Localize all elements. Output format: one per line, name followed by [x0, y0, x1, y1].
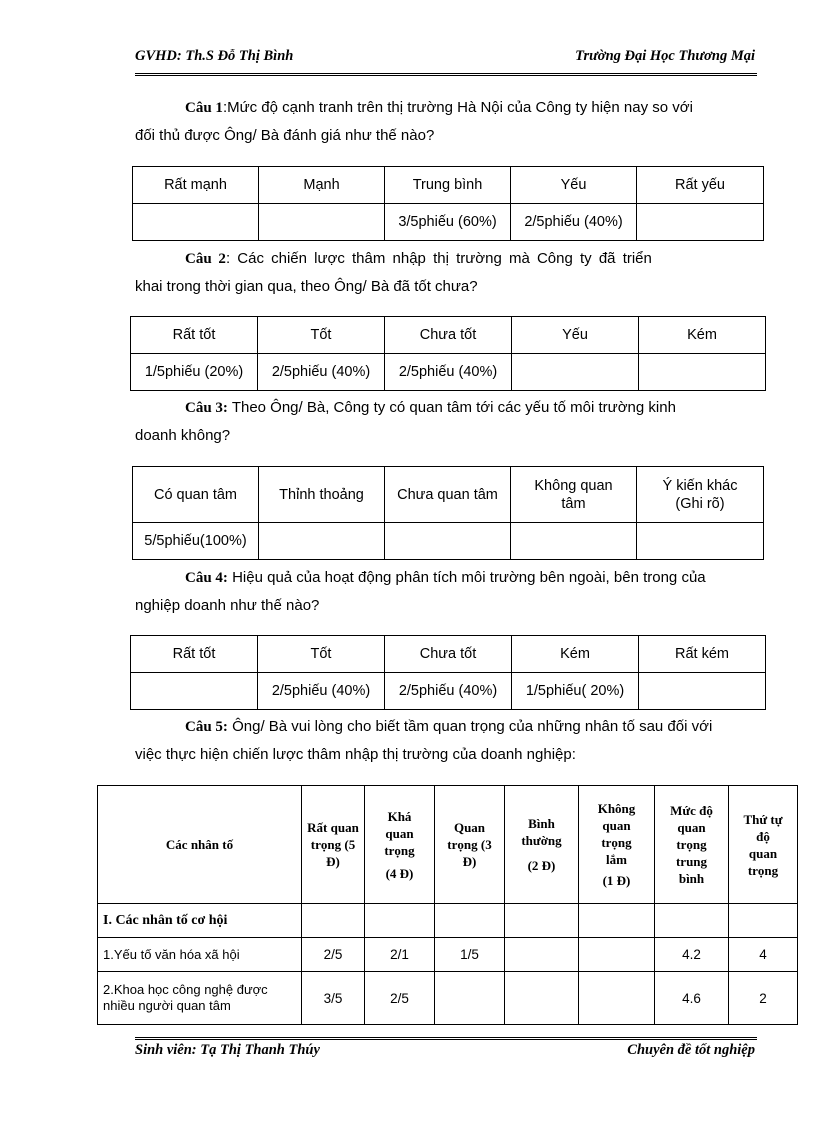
page-header	[135, 48, 755, 72]
q3-header-cell: Ý kiến khác (Ghi rõ)	[637, 467, 764, 523]
q5-text-2: việc thực hiện chiến lược thâm nhập thị trường của doanh nghiệp:	[135, 746, 576, 763]
header-university: Trường Đại Học Thương Mại	[575, 48, 755, 64]
q4-value-cell: 1/5phiếu( 20%)	[512, 673, 639, 710]
q3-label: Câu 3:	[185, 400, 228, 416]
q4-label: Câu 4:	[185, 570, 228, 586]
footer-rule	[135, 1037, 757, 1040]
q5-cell-5pt: 3/5	[302, 972, 365, 1025]
q5-col-rank: Thứ tự độ quan trọng	[729, 786, 798, 904]
q2-header-cell: Rất tốt	[131, 317, 258, 354]
q5-col-very-important: Rất quan trọng (5 Đ)	[302, 786, 365, 904]
q2-header-cell: Yếu	[512, 317, 639, 354]
q4-header-cell: Rất kém	[639, 636, 766, 673]
question-2	[135, 245, 757, 301]
q2-table	[130, 316, 766, 391]
q1-header-cell: Trung bình	[385, 167, 511, 204]
q5-col-normal	[505, 786, 579, 904]
q2-header-cell: Kém	[639, 317, 766, 354]
footer-thesis-type: Chuyên đề tốt nghiệp	[627, 1042, 755, 1058]
q5-cell-rank: 4	[729, 938, 798, 972]
q3-header-cell: Có quan tâm	[133, 467, 259, 523]
q5-cell-1pt	[579, 938, 655, 972]
q2-label: Câu 2	[185, 251, 226, 267]
q3-value-cell	[259, 523, 385, 560]
q2-header-cell: Tốt	[258, 317, 385, 354]
question-5	[135, 713, 757, 769]
q5-col-normal-label: Bình thường	[521, 816, 562, 848]
q5-cell-1pt	[579, 972, 655, 1025]
q2-value-cell	[512, 354, 639, 391]
q2-value-cell: 2/5phiếu (40%)	[258, 354, 385, 391]
q3-value-cell	[385, 523, 511, 560]
q5-empty-cell	[435, 904, 505, 938]
q5-col-normal-pts: (2 Đ)	[527, 858, 556, 873]
q5-col-quite-important	[365, 786, 435, 904]
q1-text-1: :Mức độ cạnh tranh trên thị trường Hà Nội của Công ty hiện nay so với	[222, 99, 693, 116]
table-row	[98, 972, 798, 1025]
q5-cell-average: 4.2	[655, 938, 729, 972]
q1-value-cell: 2/5phiếu (40%)	[511, 204, 637, 241]
q5-col-important: Quan trọng (3 Đ)	[435, 786, 505, 904]
q1-header-cell: Rất mạnh	[133, 167, 259, 204]
q3-value-cell: 5/5phiếu(100%)	[133, 523, 259, 560]
q1-text-2: đối thủ được Ông/ Bà đánh giá như thế nào?	[135, 127, 435, 144]
question-1	[135, 94, 757, 150]
q5-table	[97, 785, 798, 1025]
q2-header-cell: Chưa tốt	[385, 317, 512, 354]
q5-cell-3pt	[435, 972, 505, 1025]
q5-col-not-important-label: Không quan trọng lắm	[597, 801, 636, 867]
q1-header-cell: Mạnh	[259, 167, 385, 204]
q1-value-cell	[259, 204, 385, 241]
q2-value-cell	[639, 354, 766, 391]
q1-value-cell	[133, 204, 259, 241]
q3-value-cell	[637, 523, 764, 560]
q4-table	[130, 635, 766, 710]
q5-cell-4pt: 2/5	[365, 972, 435, 1025]
q2-text-1: : Các chiến lược thâm nhập thị trường mà Công ty đã triển	[225, 250, 652, 267]
q5-factor-name: 2.Khoa học công nghệ được nhiều người quan tâm	[98, 972, 302, 1025]
q1-table	[132, 166, 764, 241]
q5-col-quite-important-pts: (4 Đ)	[385, 865, 414, 881]
q4-value-cell: 2/5phiếu (40%)	[385, 673, 512, 710]
q1-value-cell: 3/5phiếu (60%)	[385, 204, 511, 241]
q3-header-cell: Chưa quan tâm	[385, 467, 511, 523]
page-footer	[135, 1042, 755, 1066]
header-rule	[135, 73, 757, 76]
q3-value-cell	[511, 523, 637, 560]
q5-cell-4pt: 2/1	[365, 938, 435, 972]
q4-value-cell: 2/5phiếu (40%)	[258, 673, 385, 710]
q5-col-not-important	[579, 786, 655, 904]
q1-header-cell: Rất yếu	[637, 167, 764, 204]
q3-header-cell: Thỉnh thoảng	[259, 467, 385, 523]
q4-text-1: Hiệu quả của hoạt động phân tích môi trường bên ngoài, bên trong của	[227, 569, 706, 586]
q5-empty-cell	[579, 904, 655, 938]
q2-text-2: khai trong thời gian qua, theo Ông/ Bà đã tốt chưa?	[135, 278, 478, 295]
q5-empty-cell	[505, 904, 579, 938]
question-3	[135, 394, 757, 450]
q3-table	[132, 466, 764, 560]
q5-cell-average: 4.6	[655, 972, 729, 1025]
q5-factor-name: 1.Yếu tố văn hóa xã hội	[98, 938, 302, 972]
q5-label: Câu 5:	[185, 719, 228, 735]
question-4	[135, 564, 757, 620]
q4-value-cell	[131, 673, 258, 710]
q5-cell-2pt	[505, 938, 579, 972]
q5-cell-2pt	[505, 972, 579, 1025]
q3-text-1: Theo Ông/ Bà, Công ty có quan tâm tới các yếu tố môi trường kinh	[227, 399, 676, 416]
q5-cell-rank: 2	[729, 972, 798, 1025]
table-row	[98, 938, 798, 972]
q3-header-cell: Không quan tâm	[511, 467, 637, 523]
q4-header-cell: Kém	[512, 636, 639, 673]
q1-label: Câu 1	[185, 100, 223, 116]
q4-header-cell: Chưa tốt	[385, 636, 512, 673]
q5-text-1: Ông/ Bà vui lòng cho biết tầm quan trọng của những nhân tố sau đối với	[227, 718, 713, 735]
q4-text-2: nghiệp doanh như thế nào?	[135, 597, 320, 614]
q5-cell-3pt: 1/5	[435, 938, 505, 972]
q2-value-cell: 2/5phiếu (40%)	[385, 354, 512, 391]
q5-col-average: Mức độ quan trọng trung bình	[655, 786, 729, 904]
q3-text-2: doanh không?	[135, 427, 231, 444]
q5-empty-cell	[729, 904, 798, 938]
q5-col-quite-important-label: Khá quan trọng	[384, 808, 415, 858]
q4-value-cell	[639, 673, 766, 710]
q5-empty-cell	[365, 904, 435, 938]
q4-header-cell: Rất tốt	[131, 636, 258, 673]
q5-col-factor: Các nhân tố	[98, 786, 302, 904]
header-supervisor: GVHD: Th.S Đỗ Thị Bình	[135, 48, 294, 64]
q1-value-cell	[637, 204, 764, 241]
q1-header-cell: Yếu	[511, 167, 637, 204]
footer-student: Sinh viên: Tạ Thị Thanh Thúy	[135, 1042, 320, 1058]
q4-header-cell: Tốt	[258, 636, 385, 673]
q5-cell-5pt: 2/5	[302, 938, 365, 972]
q5-empty-cell	[302, 904, 365, 938]
q5-empty-cell	[655, 904, 729, 938]
q2-value-cell: 1/5phiếu (20%)	[131, 354, 258, 391]
q5-col-not-important-pts: (1 Đ)	[602, 873, 631, 888]
q5-section-heading: I. Các nhân tố cơ hội	[98, 904, 302, 938]
